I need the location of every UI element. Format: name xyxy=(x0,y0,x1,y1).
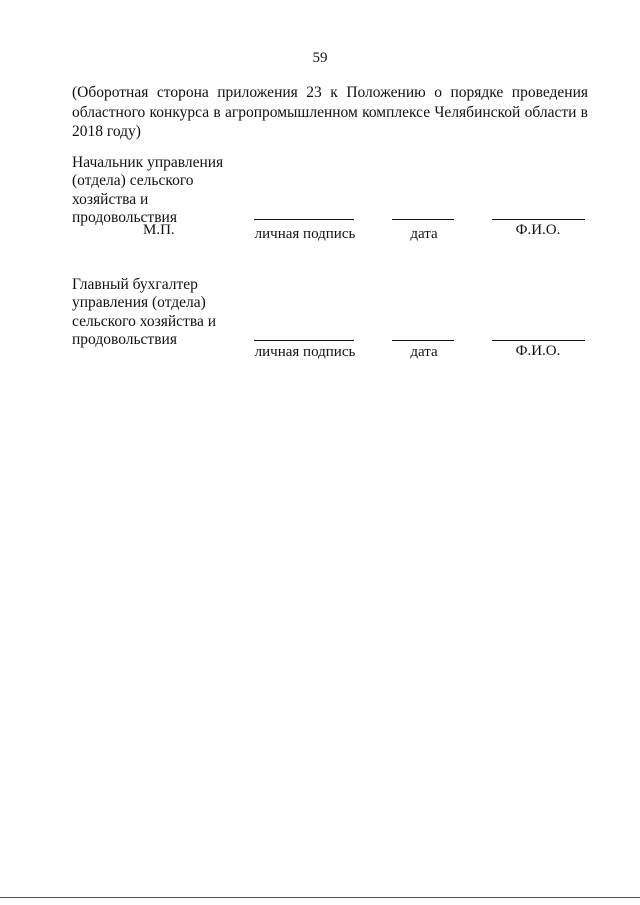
signature-caption: личная подпись xyxy=(254,226,356,242)
name-caption: Ф.И.О. xyxy=(515,222,561,238)
name-line xyxy=(492,340,585,341)
role-line: продовольствия xyxy=(72,208,177,226)
page-bottom-rule xyxy=(0,897,640,898)
name-line xyxy=(492,219,585,220)
name-caption: Ф.И.О. xyxy=(515,343,561,359)
date-caption: дата xyxy=(410,344,438,360)
role-line: сельского хозяйства и xyxy=(72,312,216,330)
signature-line xyxy=(254,340,354,341)
role-line: (отдела) сельского xyxy=(72,172,194,190)
signatory-role-accountant xyxy=(72,276,242,349)
stamp-placeholder: М.П. xyxy=(143,222,175,238)
role-line: управления (отдела) xyxy=(72,294,206,312)
signatory-role-head xyxy=(72,154,242,227)
role-line: Главный бухгалтер xyxy=(72,276,198,293)
date-caption: дата xyxy=(410,226,438,242)
header-note: (Оборотная сторона приложения 23 к Положению о порядке проведения областного конкурса в агропромышленном комплексе Челябинской области в 2018 году) xyxy=(72,84,588,140)
date-line xyxy=(392,340,454,341)
date-line xyxy=(392,219,454,220)
page-number: 59 xyxy=(312,50,328,66)
role-line: Начальник управления xyxy=(72,154,224,171)
signature-line xyxy=(254,219,354,220)
role-line: продовольствия xyxy=(72,330,177,348)
role-line: хозяйства и xyxy=(72,190,149,208)
signature-caption: личная подпись xyxy=(254,344,356,360)
